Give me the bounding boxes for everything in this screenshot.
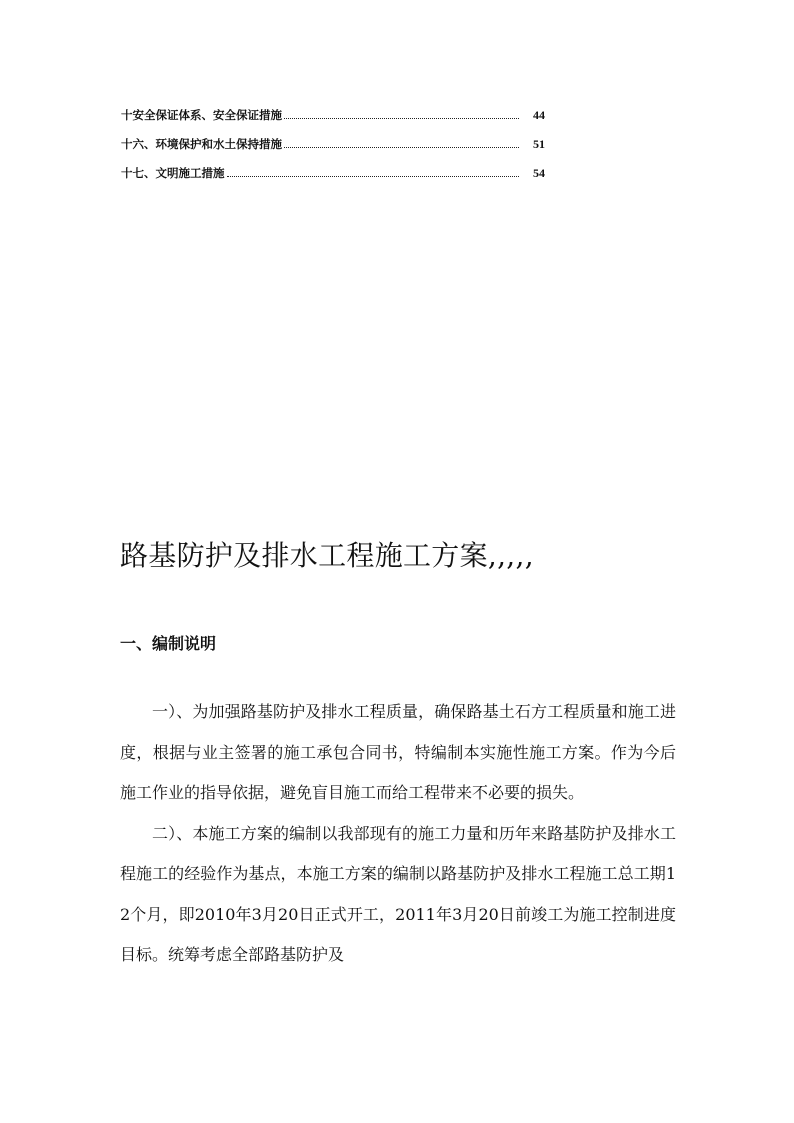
document-title: 路基防护及排水工程施工方案,,,,,	[120, 539, 534, 572]
section-heading: 一、编制说明	[120, 634, 217, 653]
toc-entry[interactable]	[121, 154, 545, 183]
toc-dot-leader	[227, 175, 520, 177]
body-paragraph: 一）、为加强路基防护及排水工程质量，确保路基土石方工程质量和施工进度，根据与业主签署的施工承包合同书，特编制本实施性施工方案。作为今后施工作业的指导依据，避免盲目施工而给工程带来不必要的损失。	[120, 702, 676, 802]
toc-entry-page: 54	[533, 166, 545, 180]
toc-dot-leader	[284, 117, 519, 119]
toc-entry[interactable]	[121, 96, 545, 125]
toc-entry-page: 51	[533, 137, 545, 151]
toc-entry[interactable]	[121, 125, 545, 154]
body-text	[120, 692, 676, 976]
body-paragraph: 二）、本施工方案的编制以我部现有的施工力量和历年来路基防护及排水工程施工的经验作为基点，本施工方案的编制以路基防护及排水工程施工总工期12个月，即2010年3月20日正式开工，2011年3月20日前竣工为施工控制进度目标。统筹考虑全部路基防护及	[120, 823, 676, 964]
toc-entry-title: 十六、环境保护和水土保持措施	[121, 137, 282, 151]
table-of-contents	[121, 96, 545, 183]
toc-dot-leader	[284, 146, 519, 148]
toc-entry-title: 十七、文明施工措施	[121, 166, 225, 180]
toc-entry-page: 44	[533, 108, 545, 122]
toc-entry-title: 十安全保证体系、安全保证措施	[121, 108, 282, 122]
